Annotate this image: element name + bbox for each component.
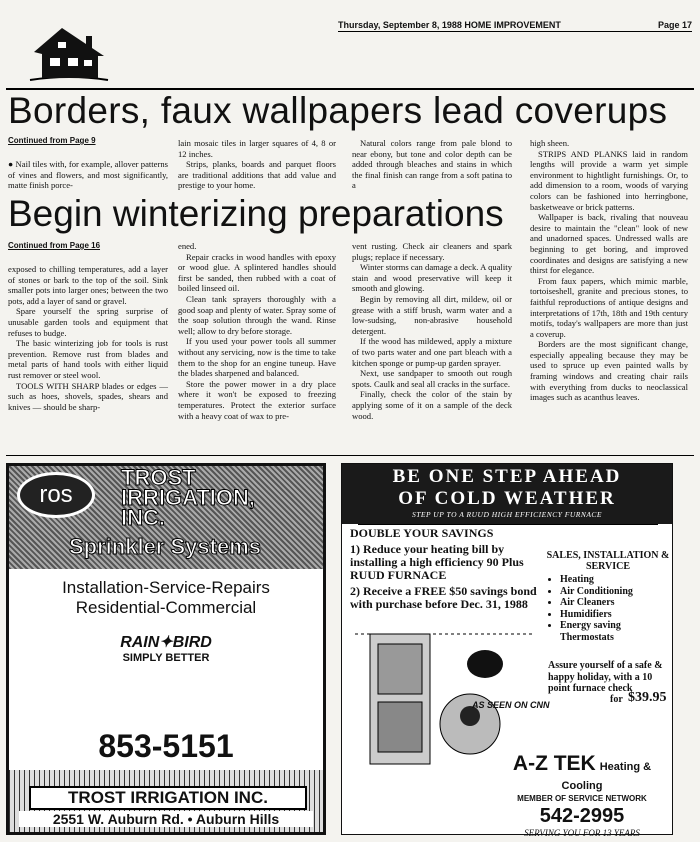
page-number: Page 17 (657, 20, 692, 30)
trost-name-line1: TROST (121, 465, 196, 490)
article2-headline: Begin winterizing preparations (8, 193, 504, 234)
aztek-member: MEMBER OF SERVICE NETWORK (517, 794, 647, 803)
service-heating: • Heating (560, 574, 670, 586)
article1-col4-p5: Borders are the most significant change, especially appealing because they may be used to spruce up even painted walls by framing windows and creating chair rails with everything from ducks to neoclassical images such as acanthus leaves. (530, 339, 688, 403)
page-header (338, 20, 692, 30)
trost-name-line2: IRRIGATION, (121, 485, 256, 510)
aztek-services-list (560, 574, 670, 643)
rainbird-tagline: SIMPLY BETTER (122, 652, 210, 664)
aztek-phone: 542-2995 (539, 805, 625, 827)
article2-col3-p1: vent rusting. Check air cleaners and spark plugs; replace if necessary. (352, 241, 512, 262)
article1-col4-p4: From faux papers, which mimic marble, tortoiseshell, granite and precious stones, to faithful reproductions of antique designs and interpretations of 17th, 18th and 19th century motifs, today's wallpapers are more than just a coverup. (530, 275, 688, 339)
aztek-banner-line3: STEP UP TO A RUUD HIGH EFFICIENCY FURNACE (411, 510, 603, 519)
article2-col2-p5: Store the power mower in a dry place where it won't be exposed to freezing temperatures. Protect the exterior surface with a heavy coat of wax to pre- (178, 378, 336, 421)
trost-phone: 853-5151 (98, 728, 234, 764)
aztek-company-tag: Heating & Cooling (561, 761, 652, 792)
article2-col3-p6: Finally, check the color of the stain by applying some of it on a sample of the deck wood. (352, 389, 512, 421)
article1-col2-p2: Strips, planks, boards and parquet floors are traditional additions that add value and prestige to your home. (178, 159, 336, 191)
article2-column-1 (8, 241, 168, 412)
article1-col1-text: ● Nail tiles with, for example, allover patterns of vines and flowers, and most significantly, matte finish porce- (8, 159, 168, 191)
article1-col2-p1: lain mosaic tiles in larger squares of 4, 8 or 12 inches. (178, 138, 336, 159)
article1-column-2 (178, 138, 336, 191)
aztek-furnace-check: Assure yourself of a safe & happy holiday, with a 10 point furnace check (548, 660, 663, 694)
trost-services-line1: Installation-Service-Repairs (62, 578, 270, 597)
article1-col4-p3: Wallpaper is back, rivaling that nouveau desire to maintain the "clean" look of new and unadorned spaces. Undressed walls are beginning to get boring, and improved coordinates and designs are satisfying a new thirst for elegance. (530, 212, 688, 276)
aztek-banner (342, 464, 672, 524)
aztek-offer-2: 2) Receive a FREE $50 savings bond with purchase before Dec. 31, 1988 (350, 584, 537, 611)
trost-tagline: Sprinkler Systems (69, 534, 261, 559)
aztek-banner-line1: BE ONE STEP AHEAD (392, 466, 622, 487)
article1-column-4 (530, 138, 688, 403)
aztek-banner-line2: OF COLD WEATHER (398, 488, 616, 509)
article2-col1-p3: The basic winterizing job for tools is rust prevention. Remove rust from blades and metal parts of hand tools with either liquid rust remover or steel wool. (8, 338, 168, 380)
trost-services-line2: Residential-Commercial (75, 598, 257, 617)
trost-logo-text: ros (39, 481, 73, 508)
article2-col3-p3: Begin by removing all dirt, mildew, oil or grease with a stiff brush, warm water and a low-sudsing, non-abrasive household detergent. (352, 293, 512, 336)
service-thermostats: • Energy saving Thermostats (560, 620, 670, 643)
ads-divider (6, 455, 694, 456)
aztek-heating-ad (341, 463, 673, 838)
header-rule (338, 31, 692, 32)
service-air-conditioning: • Air Conditioning (560, 586, 670, 598)
aztek-offer-1: 1) Reduce your heating bill by installing a high efficiency 90 Plus RUUD FURNACE (350, 542, 524, 582)
article2-col1-p1: exposed to chilling temperatures, add a layer of stones or bark to the top of the soil. Sink smaller pots into larger ones; between the two pots, add a layer of sand or gravel. (8, 264, 168, 306)
article2-col2-p4: If you used your power tools all summer without any servicing, now is the time to take them to the shop for an engine tuneup. Have the blades sharpened and balanced. (178, 336, 336, 379)
aztek-sales-title: SALES, INSTALLATION & SERVICE (546, 550, 670, 572)
aztek-as-seen-on: AS SEEN ON CNN (472, 700, 550, 710)
trost-logo-oval (17, 472, 95, 518)
article2-column-3 (352, 241, 512, 421)
article1-headline: Borders, faux wallpapers lead coverups (8, 90, 668, 131)
article2-col1-p2: Spare yourself the spring surprise of unusable garden tools and equipment that refuses to budge. (8, 306, 168, 338)
article1-continued: Continued from Page 9 (8, 136, 96, 145)
article1-column-1 (8, 136, 168, 191)
aztek-banner-rule (358, 524, 658, 525)
service-humidifiers: • Humidifiers (560, 609, 670, 621)
aztek-years: SERVING YOU FOR 13 YEARS (524, 828, 640, 838)
trost-name-line3: INC. (121, 505, 165, 530)
article2-col2-p2: Repair cracks in wood handles with epoxy or wood glue. A splintered handles should first be sanded, then rubbed with a coat of boiled linseed oil. (178, 251, 336, 294)
article1-col4-p2: STRIPS AND PLANKS laid in random lengths will provide a warm yet simple environment to hightlight furnishings. Or, to add dimension to a room, woods of varying colors can be fashioned into herringbone, basketweave or brick patterns. (530, 148, 688, 212)
article2-continued: Continued from Page 16 (8, 241, 101, 250)
article2-column-2 (178, 241, 336, 421)
house-logo (28, 22, 110, 82)
article1-col4-p1: high sheen. (530, 138, 570, 148)
article1-col3-p1: Natural colors range from pale blond to near ebony, but tone and color depth can be added through bleaches and stains in which the final finish can range from a soft patina to a (352, 138, 512, 191)
article2-col3-p2: Winter storms can damage a deck. A quality stain and wood preservative will keep it smooth and glowing. (352, 262, 512, 294)
article2-col2-p3: Clean tank sprayers thoroughly with a good soap and plenty of water. Spray some of the soap solution through the wand. Rinse well; allow to dry before storage. (178, 293, 336, 336)
aztek-company-name: A-Z TEK (512, 752, 596, 775)
trost-irrigation-ad (6, 463, 326, 835)
aztek-price: $39.95 (628, 690, 667, 705)
service-air-cleaners: • Air Cleaners (560, 597, 670, 609)
trost-address: 2551 W. Auburn Rd. • Auburn Hills (19, 811, 313, 827)
article2-col2-p1: ened. (178, 241, 197, 251)
trost-footer-name: TROST IRRIGATION INC. (29, 786, 307, 810)
header-date-section: Thursday, September 8, 1988 HOME IMPROVEMENT (338, 20, 561, 30)
article2-col3-p5: Next, use sandpaper to smooth out rough spots. Caulk and seal all cracks in the surface. (352, 368, 512, 389)
article2-col1-p4: TOOLS WITH SHARP blades or edges — such as hoes, shovels, spades, shears and knives — should be sharp- (8, 380, 168, 412)
article1-column-3 (352, 138, 512, 191)
aztek-savings-title: DOUBLE YOUR SAVINGS (350, 526, 494, 540)
rainbird-logo: RAIN✦BIRD (120, 634, 212, 651)
article2-col3-p4: If the wood has mildewed, apply a mixture of two parts water and one part bleach with a kitchen sponge or pump-up garden sprayer. (352, 336, 512, 368)
aztek-price-for: for (610, 694, 623, 705)
